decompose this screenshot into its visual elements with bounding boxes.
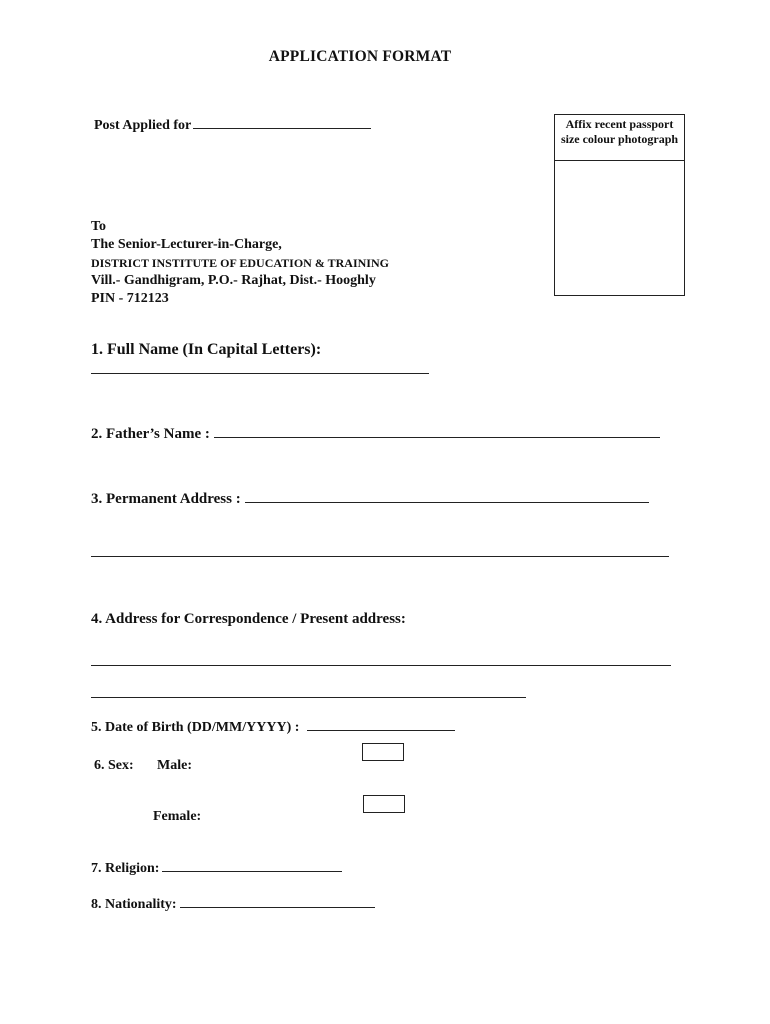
to-line: To bbox=[91, 219, 107, 234]
religion-label: 7. Religion: bbox=[91, 861, 160, 876]
religion-row bbox=[91, 861, 342, 877]
dob-row bbox=[91, 720, 455, 736]
female-label: Female: bbox=[153, 809, 202, 824]
male-checkbox[interactable] bbox=[362, 743, 404, 761]
permanent-address-input-line-2[interactable] bbox=[91, 556, 669, 557]
full-name-input-line[interactable] bbox=[91, 373, 429, 374]
male-label: Male: bbox=[157, 758, 192, 773]
female-checkbox[interactable] bbox=[363, 795, 405, 813]
full-name-label: 1. Full Name (In Capital Letters): bbox=[91, 341, 322, 358]
sex-label: 6. Sex: bbox=[94, 758, 134, 773]
nationality-input-line[interactable] bbox=[180, 907, 375, 908]
photograph-box bbox=[554, 114, 685, 296]
correspondence-address-input-line-1[interactable] bbox=[91, 665, 671, 666]
post-applied-row bbox=[94, 118, 371, 134]
nationality-row bbox=[91, 897, 375, 913]
permanent-address-label: 3. Permanent Address : bbox=[91, 491, 241, 507]
dob-input-line[interactable] bbox=[307, 730, 455, 731]
institute-address: Vill.- Gandhigram, P.O.- Rajhat, Dist.- Hooghly bbox=[91, 273, 376, 288]
post-applied-label: Post Applied for bbox=[94, 118, 192, 133]
fathers-name-input-line[interactable] bbox=[214, 437, 660, 438]
fathers-name-label: 2. Father’s Name : bbox=[91, 426, 210, 442]
addressee-title: The Senior-Lecturer-in-Charge, bbox=[91, 237, 282, 252]
photograph-box-label: Affix recent passport size colour photograph bbox=[555, 115, 684, 161]
correspondence-address-input-line-2[interactable] bbox=[91, 697, 526, 698]
dob-label: 5. Date of Birth (DD/MM/YYYY) : bbox=[91, 720, 300, 735]
nationality-label: 8. Nationality: bbox=[91, 897, 177, 912]
permanent-address-input-line-1[interactable] bbox=[245, 502, 649, 503]
form-title: APPLICATION FORMAT bbox=[268, 48, 452, 65]
correspondence-address-label: 4. Address for Correspondence / Present address: bbox=[91, 611, 406, 627]
permanent-address-row bbox=[91, 491, 649, 508]
institute-name: DISTRICT INSTITUTE OF EDUCATION & TRAINING bbox=[91, 256, 389, 270]
institute-pin: PIN - 712123 bbox=[91, 291, 169, 306]
fathers-name-row bbox=[91, 426, 660, 443]
religion-input-line[interactable] bbox=[162, 871, 342, 872]
post-applied-input-line[interactable] bbox=[193, 128, 371, 129]
